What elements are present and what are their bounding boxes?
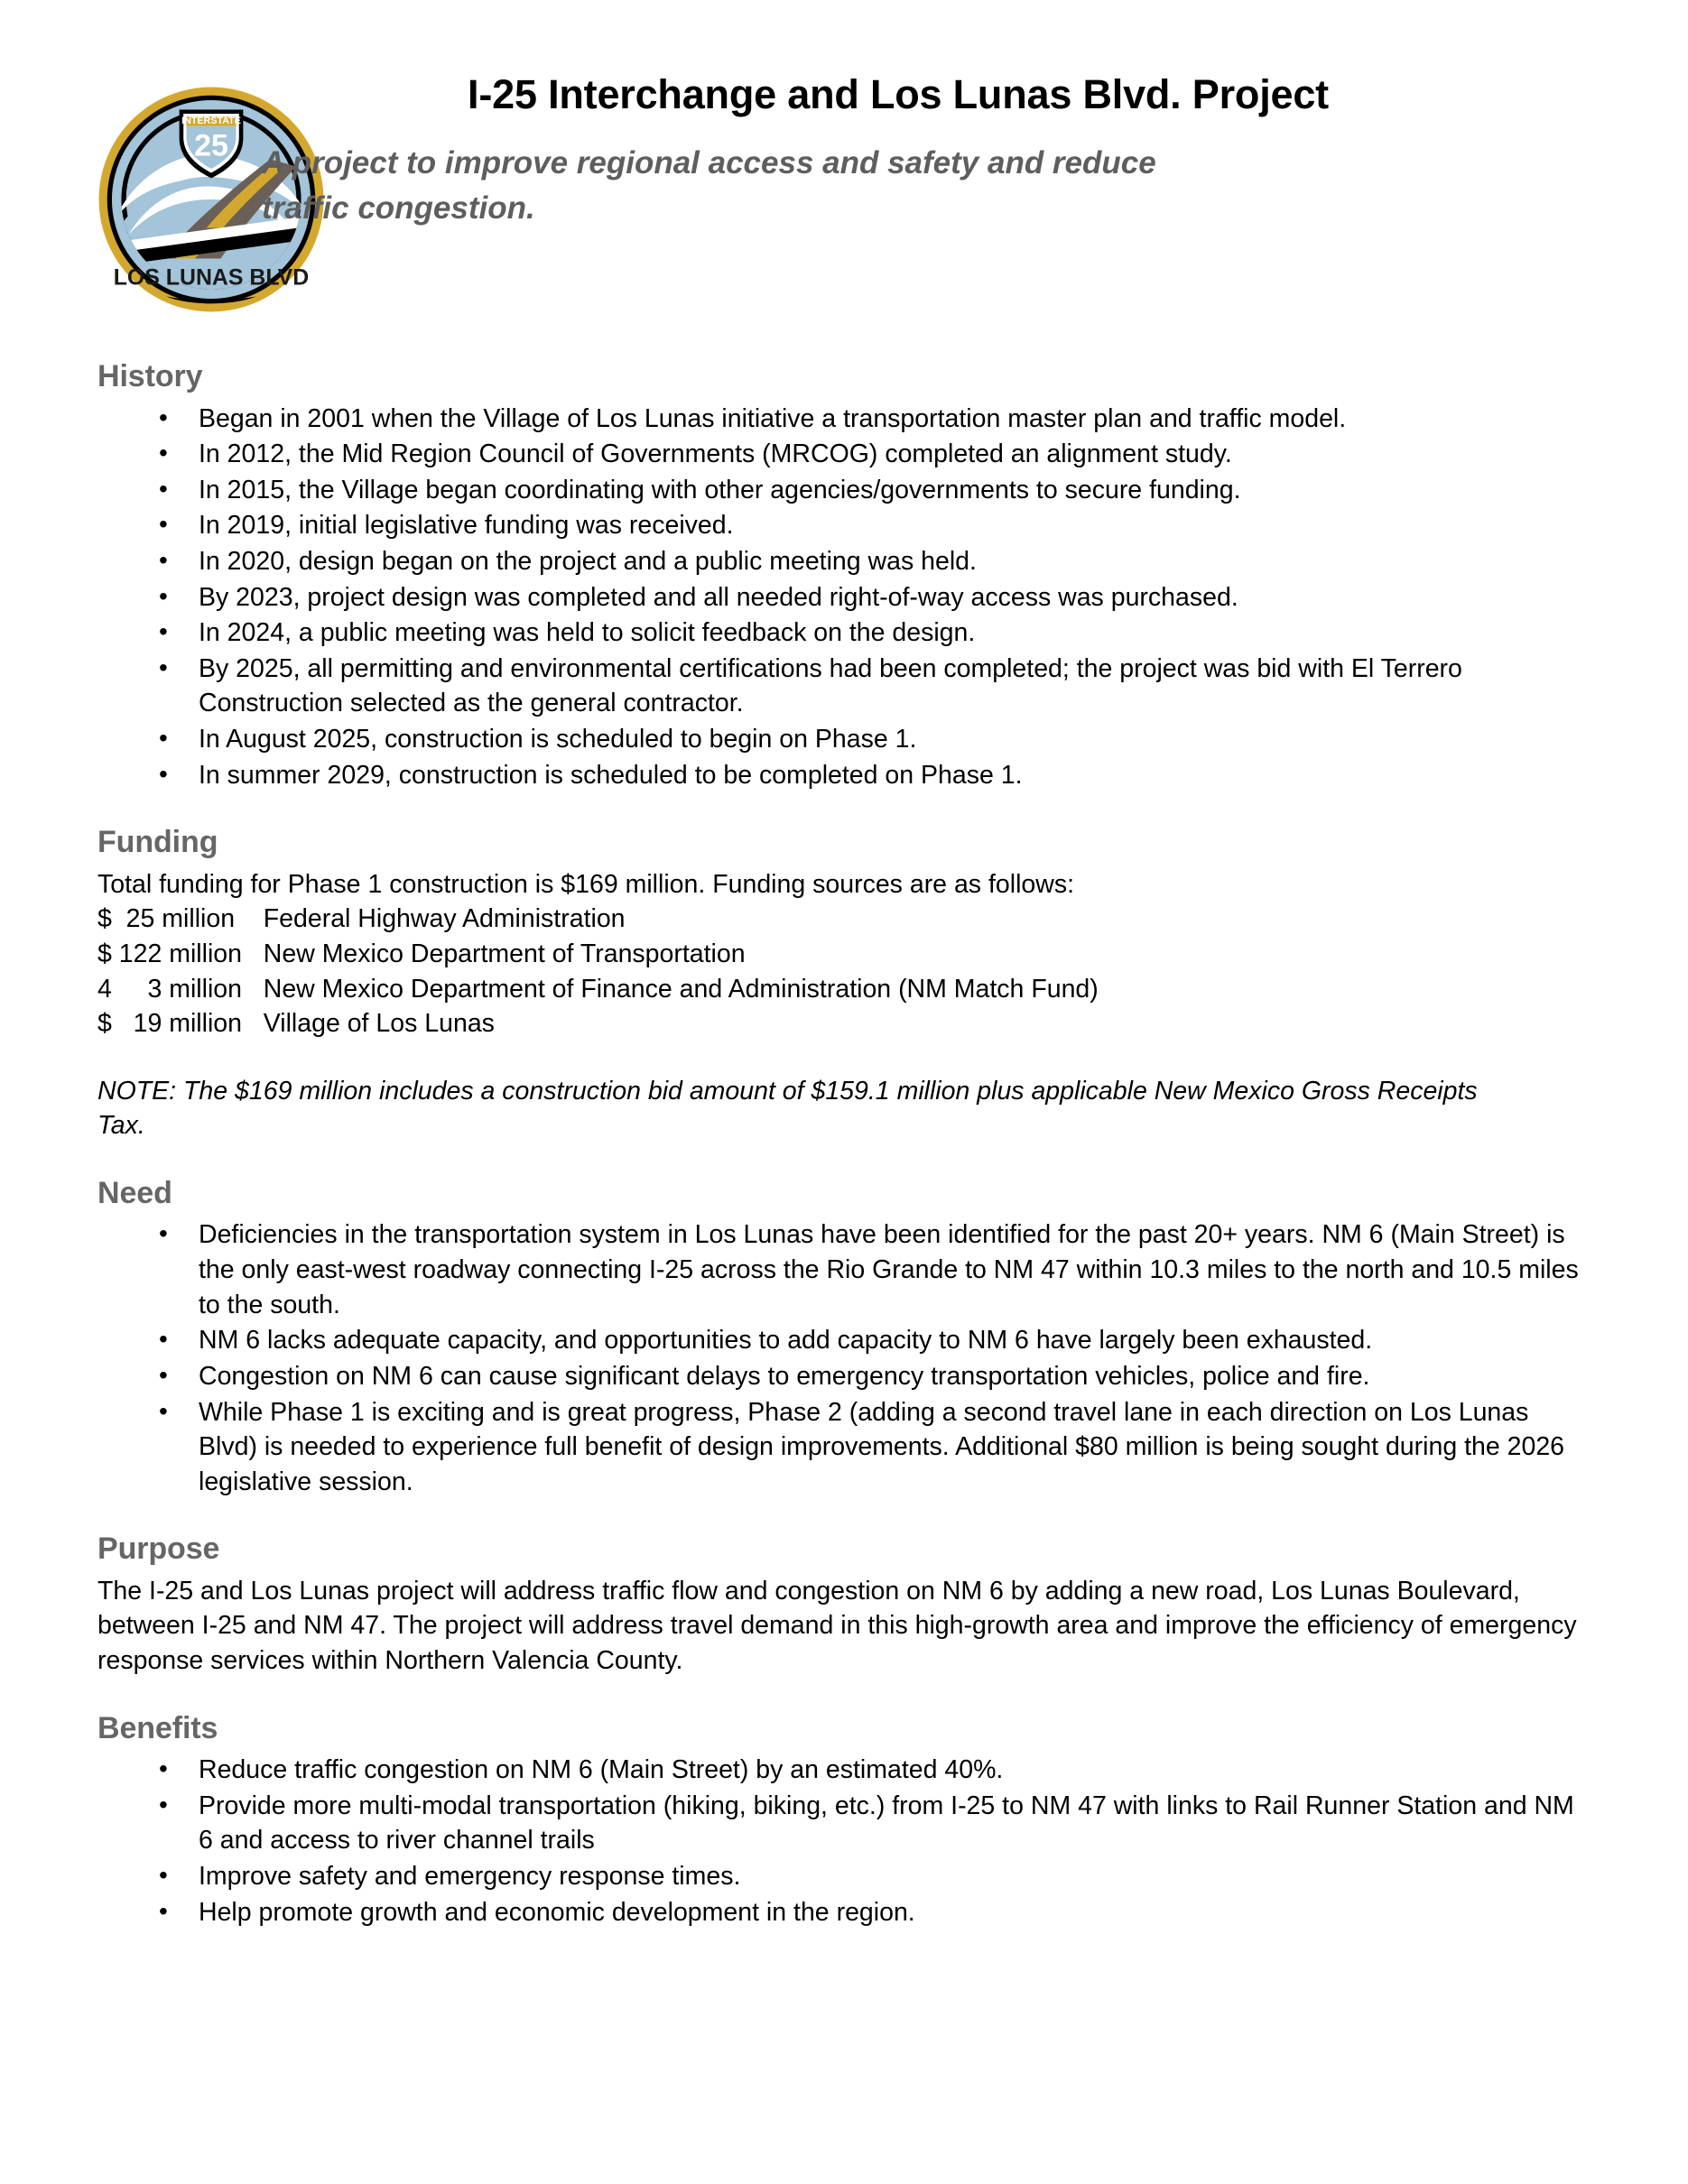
- section-heading-funding: Funding: [97, 825, 218, 860]
- section-funding: [97, 823, 1581, 1143]
- funding-note: NOTE: The $169 million includes a construction bid amount of $159.1 million plus applicable New Mexico Gross Receipts Tax.: [97, 1076, 1478, 1141]
- list-item: • By 2023, project design was completed and all needed right-of-way access was purchased.: [152, 580, 1581, 615]
- list-item: • NM 6 lacks adequate capacity, and opportunities to add capacity to NM 6 have largely been exhausted.: [152, 1323, 1581, 1358]
- logo-container: [0, 70, 310, 318]
- funding-intro: Total funding for Phase 1 construction is $169 million. Funding sources are as follows:: [97, 869, 1074, 899]
- list-item: • In 2024, a public meeting was held to solicit feedback on the design.: [152, 615, 1581, 651]
- purpose-paragraph: The I-25 and Los Lunas project will address traffic flow and congestion on NM 6 by adding a new road, Los Lunas Boulevard, between I-25 and NM 47. The project will address travel demand in this high-growth area and improve the efficiency of emergency response services within Northern Valencia County.: [97, 1576, 1577, 1676]
- list-item: • In summer 2029, construction is scheduled to be completed on Phase 1.: [152, 758, 1581, 793]
- list-item: • Deficiencies in the transportation system in Los Lunas have been identified for the past 20+ years. NM 6 (Main Street) is the only east-west roadway connecting I-25 across the Rio Grande to NM 47 within 10.3 miles to the north and 10.5 miles to the south.: [152, 1217, 1581, 1322]
- funding-line: 4 3 million New Mexico Department of Finance and Administration (NM Match Fund): [97, 974, 1099, 1004]
- section-heading-benefits: Benefits: [97, 1710, 218, 1745]
- list-item: • In 2012, the Mid Region Council of Governments (MRCOG) completed an alignment study.: [152, 437, 1581, 472]
- logo-ring-text: LOS LUNAS BLVD: [113, 264, 310, 291]
- header-text-block: [244, 70, 1688, 231]
- list-item: • Improve safety and emergency response times.: [152, 1859, 1581, 1894]
- funding-line: $ 25 million Federal Highway Administration: [97, 904, 626, 934]
- page-subtitle: A project to improve regional access and safety and reduce traffic congestion.: [262, 145, 1156, 227]
- list-item: • In 2020, design began on the project and a public meeting was held.: [152, 544, 1581, 579]
- funding-line: $ 19 million Village of Los Lunas: [97, 1009, 495, 1039]
- section-need: [97, 1174, 1581, 1499]
- funding-line: $ 122 million New Mexico Department of Transportation: [97, 939, 746, 968]
- list-item: • Began in 2001 when the Village of Los Lunas initiative a transportation master plan and traffic model.: [152, 402, 1581, 437]
- need-bullet-list: [97, 1217, 1581, 1499]
- section-benefits: [97, 1709, 1581, 1930]
- section-heading-need: Need: [97, 1175, 172, 1210]
- section-heading-history: History: [97, 359, 203, 393]
- section-history: [97, 357, 1581, 792]
- list-item: • While Phase 1 is exciting and is great progress, Phase 2 (adding a second travel lane in each direction on Los Lunas Blvd) is needed to experience full benefit of design improvements. Additional $80 million is being sought during the 2026 legislative session.: [152, 1395, 1581, 1500]
- document-body: [0, 357, 1688, 1930]
- benefits-bullet-list: [97, 1753, 1581, 1930]
- section-heading-purpose: Purpose: [97, 1532, 220, 1567]
- list-item: • In 2019, initial legislative funding was received.: [152, 508, 1581, 543]
- list-item: • In August 2025, construction is scheduled to begin on Phase 1.: [152, 722, 1581, 757]
- list-item: • In 2015, the Village began coordinating with other agencies/governments to secure funding.: [152, 473, 1581, 508]
- document-header: [0, 0, 1688, 318]
- list-item: • Provide more multi-modal transportation (hiking, biking, etc.) from I-25 to NM 47 with links to Rail Runner Station and NM 6 and access to river channel trails: [152, 1789, 1581, 1858]
- list-item: • By 2025, all permitting and environmental certifications had been completed; the project was bid with El Terrero Construction selected as the general contractor.: [152, 652, 1581, 721]
- list-item: • Reduce traffic congestion on NM 6 (Main Street) by an estimated 40%.: [152, 1753, 1581, 1788]
- history-bullet-list: [97, 402, 1581, 793]
- list-item: • Help promote growth and economic development in the region.: [152, 1895, 1581, 1930]
- page-title: I-25 Interchange and Los Lunas Blvd. Project: [468, 71, 1329, 117]
- shield-number: 25: [194, 128, 228, 163]
- shield-label: INTERSTATE: [181, 116, 241, 127]
- list-item: • Congestion on NM 6 can cause significant delays to emergency transportation vehicles, police and fire.: [152, 1359, 1581, 1394]
- section-purpose: [97, 1530, 1581, 1678]
